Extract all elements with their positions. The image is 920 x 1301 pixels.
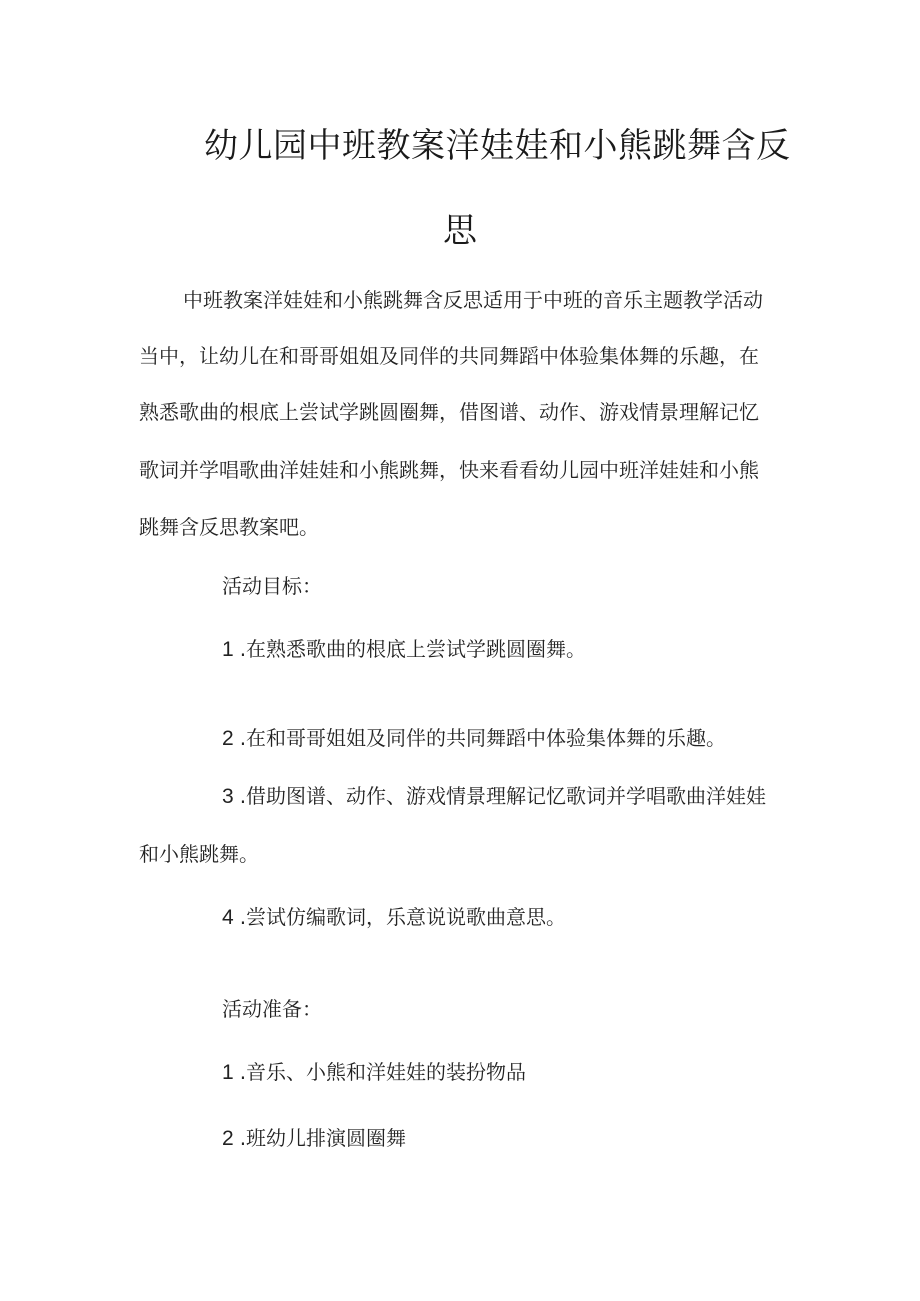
goal-item-2: [222, 722, 726, 751]
goal-item-1: [222, 633, 586, 662]
intro-line-5: 跳舞含反思教案吧。: [139, 515, 319, 539]
intro-line-3: 熟悉歌曲的根底上尝试学跳圆圈舞，借图谱、动作、游戏情景理解记忆: [139, 400, 759, 424]
prep-heading: 活动准备：: [222, 997, 322, 1021]
prep-item-number: 1: [222, 1061, 234, 1084]
intro-line-4: 歌词并学唱歌曲洋娃娃和小熊跳舞，快来看看幼儿园中班洋娃娃和小熊: [139, 458, 759, 482]
goal-item-number: 1: [222, 638, 234, 661]
prep-item-1: [222, 1056, 526, 1085]
intro-line-2: 当中，让幼儿在和哥哥姐姐及同伴的共同舞蹈中体验集体舞的乐趣，在: [139, 344, 759, 368]
prep-item-text: .班幼儿排演圆圈舞: [239, 1126, 407, 1150]
goal-item-4: [222, 901, 566, 930]
prep-item-number: 2: [222, 1127, 234, 1150]
prep-item-text: .音乐、小熊和洋娃娃的装扮物品: [239, 1060, 527, 1084]
document-title-line-1: 幼儿园中班教案洋娃娃和小熊跳舞含反: [204, 126, 791, 166]
goal-item-text: .在熟悉歌曲的根底上尝试学跳圆圈舞。: [239, 637, 587, 661]
goal-item-number: 4: [222, 906, 234, 929]
goal-item-text: .尝试仿编歌词，乐意说说歌曲意思。: [239, 905, 567, 929]
goal-item-3: [222, 780, 766, 809]
goal-item-number: 3: [222, 785, 234, 808]
goal-item-3-continued: 和小熊跳舞。: [139, 842, 259, 866]
goal-item-text: .在和哥哥姐姐及同伴的共同舞蹈中体验集体舞的乐趣。: [239, 726, 727, 750]
goals-heading: 活动目标：: [222, 574, 322, 598]
prep-item-2: [222, 1122, 406, 1151]
intro-line-1: 中班教案洋娃娃和小熊跳舞含反思适用于中班的音乐主题教学活动: [183, 288, 763, 312]
goal-item-text: .借助图谱、动作、游戏情景理解记忆歌词并学唱歌曲洋娃娃: [239, 784, 767, 808]
document-title-line-2: 思: [443, 211, 478, 251]
goal-item-number: 2: [222, 727, 234, 750]
